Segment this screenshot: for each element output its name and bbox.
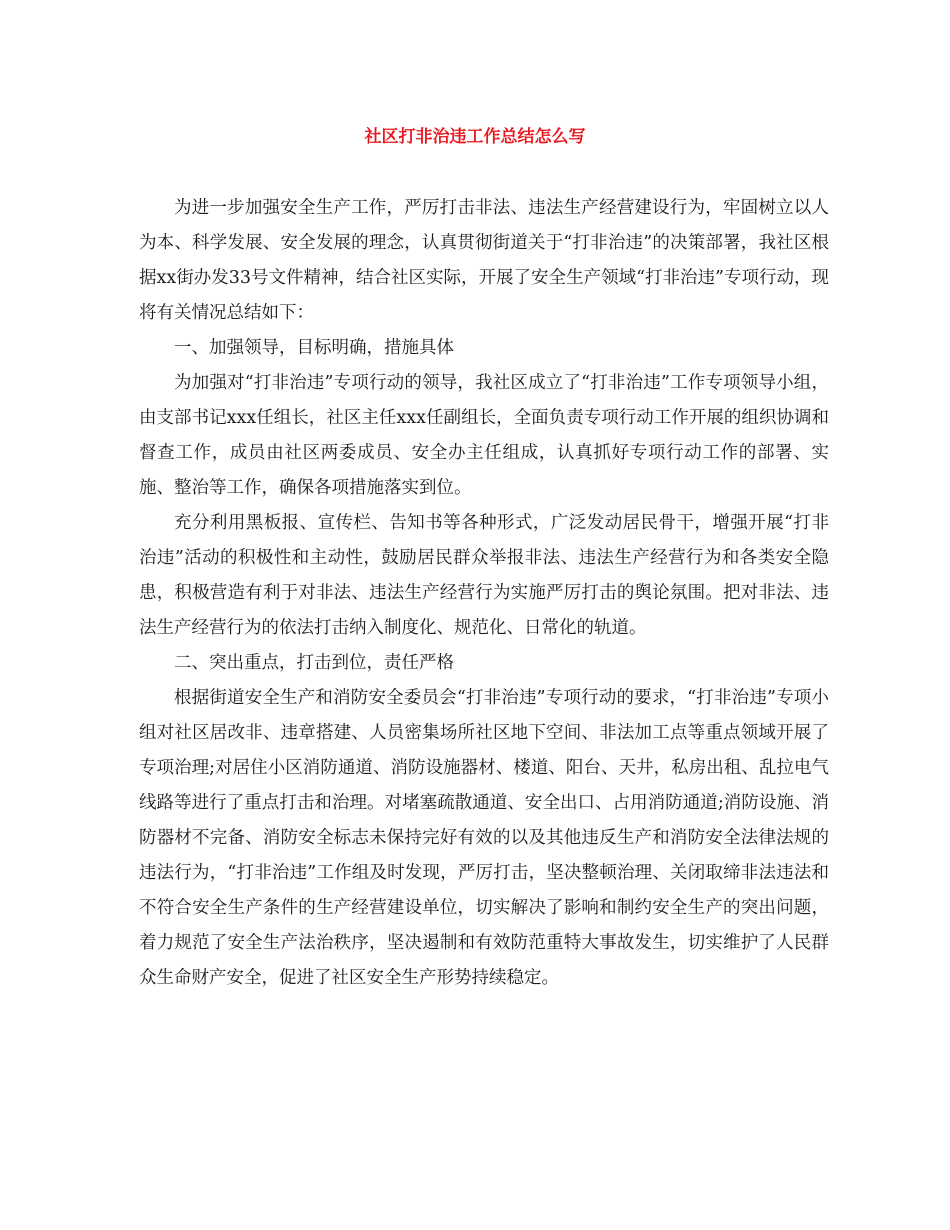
paragraph-publicity: 充分利用黑板报、宣传栏、告知书等各种形式，广泛发动居民骨干，增强开展“打非治违”活动的积极性和主动性，鼓励居民群众举报非法、违法生产经营行为和各类安全隐患，积极营造有利于对非法、违法生产经营行为实施严厉打击的舆论氛围。把对非法、违法生产经营行为的依法打击纳入制度化、规范化、日常化的轨道。 [139, 513, 829, 638]
section-heading-1: 一、加强领导，目标明确，措施具体 [174, 338, 454, 358]
paragraph-leadership: 为加强对“打非治违”专项行动的领导，我社区成立了“打非治违”工作专项领导小组，由支部书记xxx任组长，社区主任xxx任副组长，全面负责专项行动工作开展的组织协调和督查工作，成员由社区两委成员、安全办主任组成，认真抓好专项行动工作的部署、实施、整治等工作，确保各项措施落实到位。 [139, 373, 829, 498]
section-heading-2: 二、突出重点，打击到位，责任严格 [174, 653, 454, 673]
paragraph-enforcement: 根据街道安全生产和消防安全委员会“打非治违”专项行动的要求，“打非治违”专项小组对社区居改非、违章搭建、人员密集场所社区地下空间、非法加工点等重点领域开展了专项治理;对居住小区消防通道、消防设施器材、楼道、阳台、天井，私房出租、乱拉电气线路等进行了重点打击和治理。对堵塞疏散通道、安全出口、占用消防通道;消防设施、消防器材不完备、消防安全标志未保持完好有效的以及其他违反生产和消防安全法律法规的违法行为，“打非治违”工作组及时发现，严厉打击，坚决整顿治理、关闭取缔非法违法和不符合安全生产条件的生产经营建设单位，切实解决了影响和制约安全生产的突出问题，着力规范了安全生产法治秩序，坚决遏制和有效防范重特大事故发生，切实维护了人民群众生命财产安全，促进了社区安全生产形势持续稳定。 [139, 688, 829, 988]
document-body [139, 191, 829, 996]
paragraph-intro: 为进一步加强安全生产工作，严厉打击非法、违法生产经营建设行为，牢固树立以人为本、科学发展、安全发展的理念，认真贯彻街道关于“打非治违”的决策部署，我社区根据xx街办发33号文件精神，结合社区实际，开展了安全生产领域“打非治违”专项行动，现将有关情况总结如下： [139, 198, 829, 323]
document-title: 社区打非治违工作总结怎么写 [364, 127, 586, 147]
